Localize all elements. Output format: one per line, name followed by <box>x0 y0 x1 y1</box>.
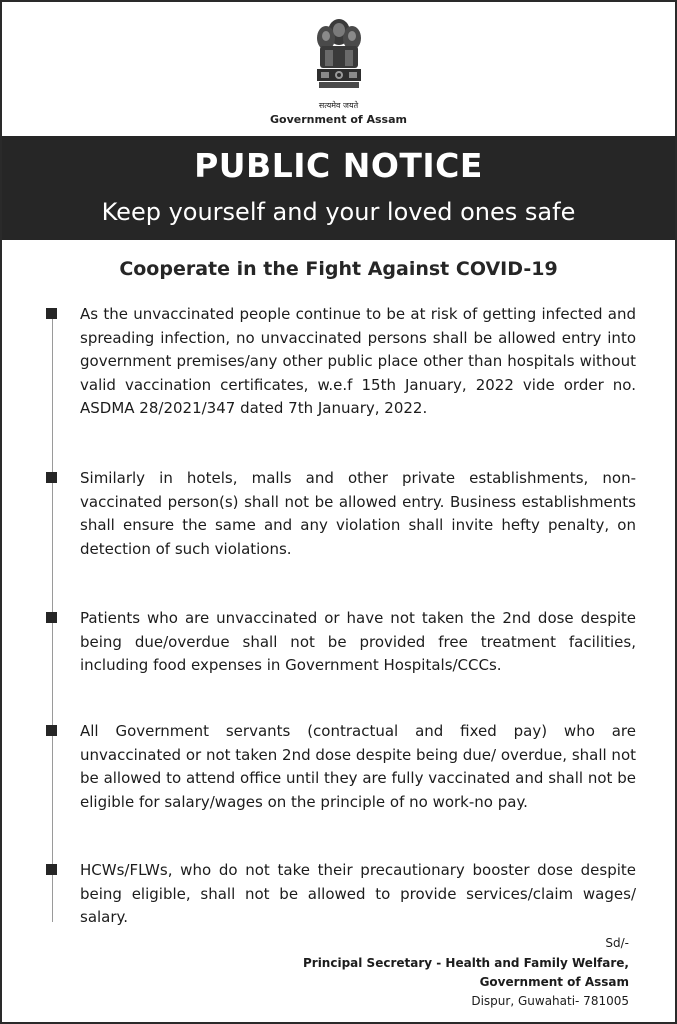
signatory-office: Government of Assam <box>479 975 629 989</box>
square-bullet-icon <box>46 472 57 483</box>
notice-point-text: Similarly in hotels, malls and other private establishments, non-vaccinated person(s) shall not be allowed entry. Business establishments shall ensure the same and any violation shall invite hefty penalty, on detection of such violations. <box>80 469 636 558</box>
square-bullet-icon <box>46 308 57 319</box>
signature-sd: Sd/- <box>605 936 629 950</box>
emblem-motto: सत्यमेव जयते <box>318 101 359 110</box>
notice-point-text: As the unvaccinated people continue to be at risk of getting infected and spreading infection, no unvaccinated persons shall be allowed entry into government premises/any other public place other than hospitals without valid vaccination certificates, w.e.f 15th January, 2022 vide order no. ASDMA 28/2021/347 dated 7th January, 2022. <box>80 305 636 417</box>
signatory-address: Dispur, Guwahati- 781005 <box>471 994 629 1008</box>
notice-subtitle: Keep yourself and your loved ones safe <box>101 198 576 226</box>
square-bullet-icon <box>46 864 57 875</box>
emblem-container <box>2 14 675 104</box>
notice-point-text: Patients who are unvaccinated or have not taken the 2nd dose despite being due/overdue shall not be provided free treatment facilities, including food expenses in Government Hospitals/CCCs. <box>80 609 636 674</box>
notice-point-text: All Government servants (contractual and fixed pay) who are unvaccinated or not taken 2nd dose despite being due/ overdue, shall not be allowed to attend office until they are fully vaccinated and shall not be eligible for salary/wages on the principle of no work-no pay. <box>80 722 636 811</box>
notice-banner <box>2 136 675 240</box>
square-bullet-icon <box>46 612 57 623</box>
signatory-designation: Principal Secretary - Health and Family Welfare, <box>302 956 629 970</box>
notice-title: PUBLIC NOTICE <box>194 146 483 185</box>
square-bullet-icon <box>46 725 57 736</box>
state-emblem-icon <box>309 14 369 100</box>
notice-heading: Cooperate in the Fight Against COVID-19 <box>119 258 558 280</box>
issuing-authority: Government of Assam <box>270 113 407 126</box>
notice-point-text: HCWs/FLWs, who do not take their precautionary booster dose despite being eligible, shall not be allowed to provide services/claim wages/ salary. <box>80 861 636 926</box>
